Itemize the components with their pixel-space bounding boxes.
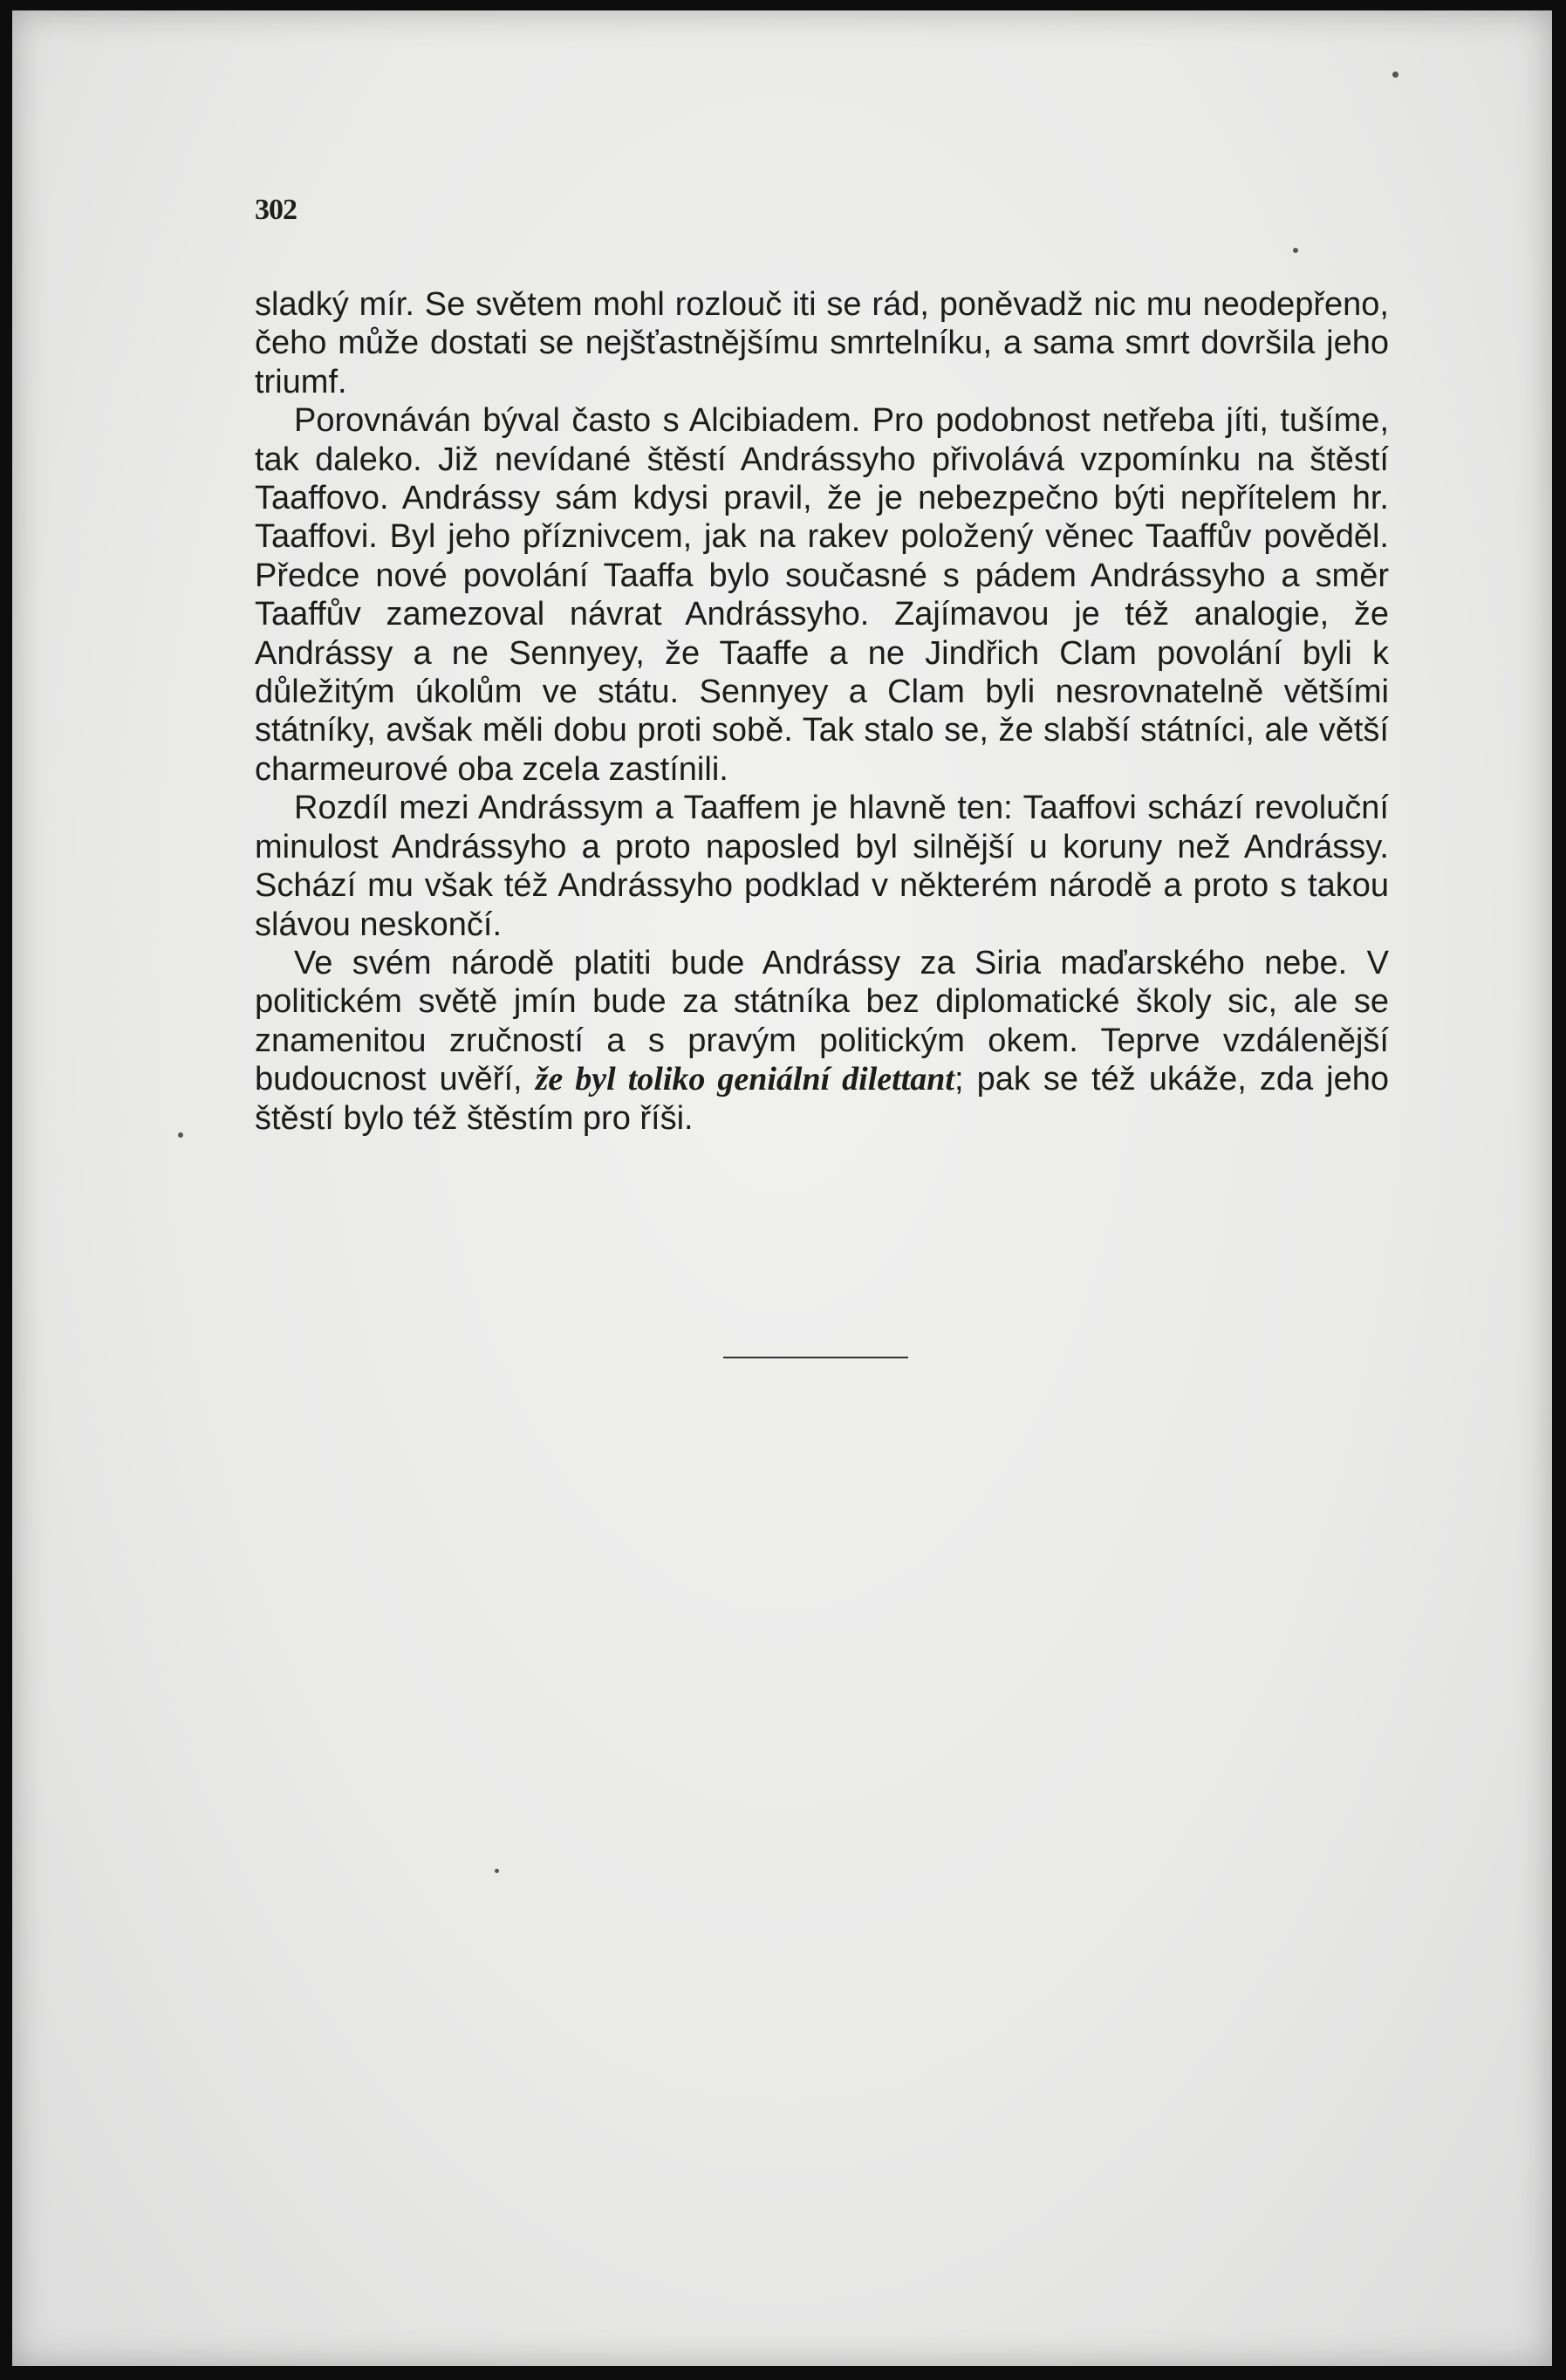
end-rule <box>723 1357 908 1358</box>
body-text <box>255 285 1389 1138</box>
paragraph-1 <box>255 285 1389 401</box>
dust-speck <box>495 1869 499 1873</box>
dust-speck <box>1392 72 1398 78</box>
paragraph-text: Ve svém národě platiti bude Andrássy za Siria maďarského nebe. V politickém světě jmín bude za státníka bez diplomatické školy sic, ale se znamenitou zručností a s pravým politickým okem. Teprve vzdálenější budoucnost uvěří, <box>255 944 1389 1098</box>
paragraph-text: Porovnáván býval často s Alcibiadem. Pro podobnost netřeba jíti, tušíme, tak daleko. Již nevídané štěstí Andrássyho přivolává vzpomínku na štěstí Taaffovo. Andrássy sám kdysi pravil, že je nebezpečno býti nepřítelem hr. Taaffovi. Byl jeho příznivcem, jak na rakev položený věnec Taaffův pověděl. Předce nové povolání Taaffa bylo současné s pádem Andrássyho a směr Taaffův zamezoval návrat Andrássyho. Zajímavou je též analogie, že Andrássy a ne Sennyey, že Taaffe a ne Jindřich Clam povolání byli k důležitým úkolům ve státu. Sennyey a Clam byli nesrovnatelně většími státníky, avšak měli dobu proti sobě. Tak stalo se, že slabší státníci, ale větší charmeurové oba zcela zastínili. <box>255 402 1389 788</box>
book-page <box>12 10 1552 2366</box>
emphasized-phrase: že byl toliko geniální dilettant <box>535 1061 954 1098</box>
paragraph-3 <box>255 789 1389 944</box>
dust-speck <box>178 1132 183 1138</box>
paragraph-4 <box>255 944 1389 1138</box>
page-number: 302 <box>255 194 297 226</box>
paragraph-text: sladký mír. Se světem mohl rozlouč iti se rád, poněvadž nic mu neodepřeno, čeho může dostati se nejšťastnějšímu smrtelníku, a sama smrt dovršila jeho triumf. <box>255 286 1389 400</box>
dust-speck <box>1293 248 1298 253</box>
paragraph-text: Rozdíl mezi Andrássym a Taaffem je hlavně ten: Taaffovi schází revoluční minulost Andrássyho a proto naposled byl silnější u koruny než Andrássy. Schází mu však též Andrássyho podklad v některém národě a proto s takou slávou neskončí. <box>255 790 1389 943</box>
paragraph-2 <box>255 401 1389 789</box>
paragraph-text-end: ; pak se též ukáže, zda jeho štěstí bylo též štěstím pro říši. <box>255 1061 1389 1137</box>
